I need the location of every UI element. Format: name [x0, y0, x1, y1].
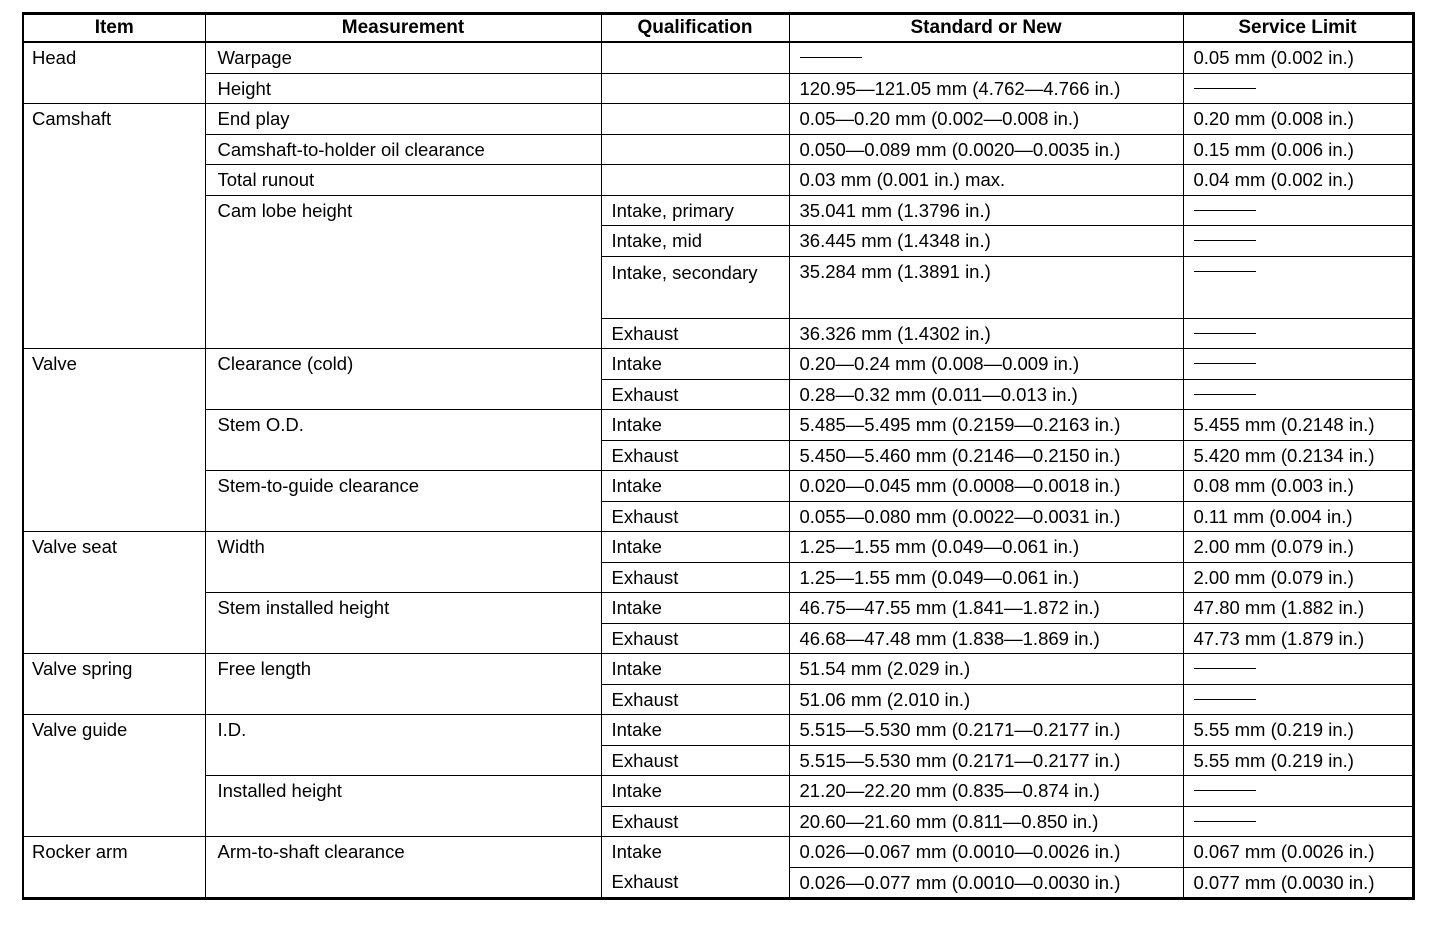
cell-measurement-text: Cam lobe height	[217, 199, 353, 221]
cell-item	[23, 42, 205, 73]
cell-measurement-text: Total runout	[217, 169, 315, 190]
cell-service-limit	[1183, 42, 1413, 73]
cell-measurement	[205, 562, 601, 593]
cell-service-limit	[1183, 776, 1413, 807]
cell-qualification	[601, 349, 789, 380]
cell-measurement	[205, 104, 601, 135]
table-row	[23, 226, 1413, 257]
table-row	[23, 654, 1413, 685]
cell-item	[23, 318, 205, 349]
cell-standard-text: 46.68—47.48 mm (1.838—1.869 in.)	[799, 627, 1100, 649]
cell-qualification	[601, 745, 789, 776]
cell-service-limit-text: 5.455 mm (0.2148 in.)	[1193, 414, 1375, 435]
cell-measurement	[205, 593, 601, 624]
cell-service-limit-text: 0.11 mm (0.004 in.)	[1193, 505, 1353, 527]
cell-item	[23, 867, 205, 899]
blank-dash	[1194, 271, 1256, 272]
cell-qualification	[601, 165, 789, 196]
cell-service-limit	[1183, 867, 1413, 899]
table-row	[23, 73, 1413, 104]
cell-item	[23, 684, 205, 715]
cell-qualification-text: Exhaust	[611, 383, 679, 405]
cell-qualification-text: Intake	[611, 536, 662, 557]
cell-item-text: Rocker arm	[32, 841, 128, 862]
cell-item-text: Valve guide	[32, 719, 128, 740]
cell-standard-text: 0.20—0.24 mm (0.008—0.009 in.)	[799, 353, 1080, 374]
cell-service-limit-text: 0.15 mm (0.006 in.)	[1193, 138, 1354, 160]
cell-qualification-text: Intake	[611, 841, 662, 862]
cell-qualification	[601, 867, 789, 899]
cell-item	[23, 256, 205, 318]
cell-service-limit-text: 0.20 mm (0.008 in.)	[1193, 108, 1354, 129]
cell-measurement-text: Installed height	[217, 780, 342, 801]
cell-standard	[789, 226, 1183, 257]
cell-measurement	[205, 73, 601, 104]
table-row	[23, 410, 1413, 441]
header-service-limit: Service Limit	[1183, 14, 1413, 43]
cell-service-limit-text: 0.067 mm (0.0026 in.)	[1193, 841, 1375, 862]
cell-measurement	[205, 654, 601, 685]
header-item: Item	[23, 14, 205, 43]
cell-standard-text: 0.055—0.080 mm (0.0022—0.0031 in.)	[799, 505, 1121, 527]
cell-standard	[789, 715, 1183, 746]
cell-service-limit-text: 47.80 mm (1.882 in.)	[1193, 597, 1365, 618]
blank-dash	[800, 57, 862, 58]
cell-service-limit	[1183, 256, 1413, 318]
cell-measurement	[205, 806, 601, 837]
cell-item-text: Valve seat	[32, 536, 118, 557]
cell-standard-text: 0.28—0.32 mm (0.011—0.013 in.)	[799, 383, 1078, 405]
cell-standard-text: 36.326 mm (1.4302 in.)	[799, 322, 991, 344]
cell-qualification	[601, 684, 789, 715]
cell-standard-text: 1.25—1.55 mm (0.049—0.061 in.)	[799, 566, 1080, 588]
cell-measurement	[205, 867, 601, 899]
cell-service-limit	[1183, 684, 1413, 715]
cell-qualification	[601, 440, 789, 471]
cell-item	[23, 654, 205, 685]
cell-qualification	[601, 837, 789, 868]
cell-standard	[789, 745, 1183, 776]
table-row	[23, 379, 1413, 410]
cell-qualification	[601, 379, 789, 410]
cell-standard	[789, 654, 1183, 685]
cell-standard	[789, 593, 1183, 624]
cell-measurement-text: Free length	[217, 658, 312, 679]
cell-standard-text: 20.60—21.60 mm (0.811—0.850 in.)	[799, 810, 1099, 832]
header-qualification: Qualification	[601, 14, 789, 43]
cell-item-text: Valve spring	[32, 658, 133, 679]
cell-measurement	[205, 410, 601, 441]
cell-service-limit-text: 0.077 mm (0.0030 in.)	[1193, 871, 1375, 893]
cell-qualification	[601, 73, 789, 104]
cell-measurement-text: End play	[217, 108, 290, 129]
cell-standard	[789, 104, 1183, 135]
blank-dash	[1194, 88, 1256, 89]
cell-standard	[789, 440, 1183, 471]
cell-service-limit	[1183, 654, 1413, 685]
cell-service-limit	[1183, 440, 1413, 471]
cell-item	[23, 410, 205, 441]
cell-service-limit	[1183, 73, 1413, 104]
cell-qualification	[601, 806, 789, 837]
cell-qualification	[601, 623, 789, 654]
cell-item	[23, 349, 205, 380]
cell-service-limit	[1183, 501, 1413, 532]
cell-standard-text: 5.450—5.460 mm (0.2146—0.2150 in.)	[799, 444, 1121, 466]
cell-service-limit	[1183, 318, 1413, 349]
cell-qualification-text: Exhaust	[611, 505, 679, 527]
cell-standard	[789, 471, 1183, 502]
cell-qualification	[601, 593, 789, 624]
cell-qualification-text: Exhaust	[611, 810, 679, 832]
table-row	[23, 195, 1413, 226]
table-row	[23, 684, 1413, 715]
cell-standard	[789, 806, 1183, 837]
table-row	[23, 806, 1413, 837]
table-row	[23, 745, 1413, 776]
cell-service-limit	[1183, 806, 1413, 837]
cell-measurement-text: Warpage	[217, 47, 292, 68]
cell-standard-text: 35.284 mm (1.3891 in.)	[799, 260, 991, 282]
table-row	[23, 165, 1413, 196]
table-row	[23, 837, 1413, 868]
cell-item	[23, 471, 205, 502]
table-row	[23, 256, 1413, 318]
cell-standard-text: 51.06 mm (2.010 in.)	[799, 688, 971, 710]
cell-qualification-text: Exhaust	[611, 444, 679, 466]
cell-qualification-text: Exhaust	[611, 871, 679, 892]
cell-qualification	[601, 532, 789, 563]
cell-standard	[789, 349, 1183, 380]
table-row	[23, 471, 1413, 502]
cell-standard	[789, 134, 1183, 165]
cell-qualification-text: Exhaust	[611, 688, 679, 710]
cell-standard-text: 5.515—5.530 mm (0.2171—0.2177 in.)	[799, 719, 1121, 740]
cell-item	[23, 440, 205, 471]
cell-measurement-text: Height	[217, 77, 271, 99]
table-row	[23, 623, 1413, 654]
cell-measurement-text: I.D.	[217, 719, 247, 740]
cell-standard-text: 0.03 mm (0.001 in.) max.	[799, 169, 1006, 190]
cell-measurement	[205, 776, 601, 807]
cell-standard-text: 36.445 mm (1.4348 in.)	[799, 230, 991, 251]
cell-measurement	[205, 837, 601, 868]
cell-measurement	[205, 715, 601, 746]
cell-item	[23, 623, 205, 654]
header-standard: Standard or New	[789, 14, 1183, 43]
table-row	[23, 134, 1413, 165]
cell-service-limit	[1183, 226, 1413, 257]
cell-measurement	[205, 318, 601, 349]
cell-standard	[789, 410, 1183, 441]
cell-qualification	[601, 195, 789, 226]
cell-item	[23, 806, 205, 837]
cell-qualification-text: Intake	[611, 414, 662, 435]
cell-service-limit	[1183, 562, 1413, 593]
blank-dash	[1194, 699, 1256, 700]
table-row	[23, 593, 1413, 624]
cell-qualification-text: Intake	[611, 658, 662, 679]
cell-service-limit	[1183, 349, 1413, 380]
blank-dash	[1194, 394, 1256, 395]
cell-item	[23, 837, 205, 868]
cell-measurement	[205, 440, 601, 471]
cell-qualification	[601, 715, 789, 746]
cell-standard	[789, 623, 1183, 654]
cell-service-limit	[1183, 623, 1413, 654]
cell-measurement	[205, 349, 601, 380]
cell-standard-text: 5.515—5.530 mm (0.2171—0.2177 in.)	[799, 749, 1121, 771]
cell-standard	[789, 867, 1183, 899]
cell-qualification	[601, 256, 789, 318]
cell-qualification-text: Intake	[611, 475, 662, 496]
specification-table	[22, 12, 1415, 900]
cell-item	[23, 562, 205, 593]
blank-dash	[1194, 668, 1256, 669]
blank-dash	[1194, 240, 1256, 241]
table-row	[23, 562, 1413, 593]
cell-qualification	[601, 410, 789, 441]
cell-qualification-text: Intake	[611, 353, 662, 374]
cell-standard-text: 0.05—0.20 mm (0.002—0.008 in.)	[799, 108, 1080, 129]
cell-item-text: Valve	[32, 353, 77, 374]
cell-qualification	[601, 562, 789, 593]
cell-service-limit-text: 5.420 mm (0.2134 in.)	[1193, 444, 1375, 466]
cell-item	[23, 776, 205, 807]
cell-measurement	[205, 379, 601, 410]
cell-item	[23, 104, 205, 135]
cell-item	[23, 715, 205, 746]
cell-qualification	[601, 501, 789, 532]
cell-standard	[789, 379, 1183, 410]
cell-measurement	[205, 165, 601, 196]
cell-service-limit-text: 2.00 mm (0.079 in.)	[1193, 536, 1354, 557]
cell-qualification-text: Exhaust	[611, 322, 679, 344]
blank-dash	[1194, 333, 1256, 334]
cell-standard	[789, 776, 1183, 807]
cell-item	[23, 501, 205, 532]
cell-qualification-text: Exhaust	[611, 627, 679, 649]
cell-service-limit	[1183, 104, 1413, 135]
table-row	[23, 349, 1413, 380]
cell-qualification	[601, 226, 789, 257]
cell-service-limit	[1183, 745, 1413, 776]
table-row	[23, 776, 1413, 807]
header-row	[23, 14, 1413, 43]
cell-standard-text: 35.041 mm (1.3796 in.)	[799, 199, 991, 221]
cell-service-limit-text: 0.05 mm (0.002 in.)	[1193, 47, 1354, 68]
blank-dash	[1194, 363, 1256, 364]
cell-measurement-text: Width	[217, 536, 265, 557]
cell-service-limit	[1183, 410, 1413, 441]
cell-standard	[789, 165, 1183, 196]
cell-qualification-text: Intake, secondary	[611, 261, 758, 283]
cell-item	[23, 73, 205, 104]
cell-measurement	[205, 623, 601, 654]
cell-service-limit-text: 5.55 mm (0.219 in.)	[1193, 749, 1354, 771]
cell-service-limit	[1183, 593, 1413, 624]
cell-item	[23, 134, 205, 165]
cell-qualification	[601, 654, 789, 685]
table-row	[23, 42, 1413, 73]
cell-standard-text: 0.026—0.067 mm (0.0010—0.0026 in.)	[799, 841, 1121, 862]
cell-qualification-text: Exhaust	[611, 749, 679, 771]
cell-measurement	[205, 134, 601, 165]
cell-standard-text: 0.050—0.089 mm (0.0020—0.0035 in.)	[799, 138, 1121, 160]
cell-standard-text: 0.020—0.045 mm (0.0008—0.0018 in.)	[799, 475, 1121, 496]
cell-measurement-text: Clearance (cold)	[217, 353, 354, 374]
cell-standard-text: 46.75—47.55 mm (1.841—1.872 in.)	[799, 597, 1100, 618]
cell-item	[23, 593, 205, 624]
blank-dash	[1194, 821, 1256, 822]
cell-service-limit	[1183, 379, 1413, 410]
cell-service-limit	[1183, 471, 1413, 502]
cell-standard-text: 120.95—121.05 mm (4.762—4.766 in.)	[799, 77, 1121, 99]
cell-qualification	[601, 776, 789, 807]
cell-measurement	[205, 195, 601, 226]
table-row	[23, 318, 1413, 349]
cell-standard	[789, 73, 1183, 104]
cell-item-text: Head	[32, 47, 77, 68]
cell-measurement	[205, 42, 601, 73]
table-row	[23, 532, 1413, 563]
cell-qualification-text: Intake	[611, 597, 662, 618]
blank-dash	[1194, 210, 1256, 211]
table-row	[23, 104, 1413, 135]
cell-standard	[789, 532, 1183, 563]
cell-service-limit	[1183, 532, 1413, 563]
cell-service-limit-text: 0.08 mm (0.003 in.)	[1193, 475, 1354, 496]
cell-measurement-text: Arm-to-shaft clearance	[217, 841, 405, 862]
cell-standard-text: 0.026—0.077 mm (0.0010—0.0030 in.)	[799, 871, 1121, 893]
table-row	[23, 501, 1413, 532]
cell-qualification	[601, 104, 789, 135]
cell-standard	[789, 256, 1183, 318]
cell-item	[23, 165, 205, 196]
cell-service-limit-text: 47.73 mm (1.879 in.)	[1193, 627, 1365, 649]
cell-measurement-text: Stem-to-guide clearance	[217, 475, 420, 496]
cell-item	[23, 379, 205, 410]
cell-measurement	[205, 471, 601, 502]
cell-service-limit	[1183, 837, 1413, 868]
cell-item	[23, 532, 205, 563]
cell-qualification-text: Intake	[611, 780, 662, 801]
cell-qualification	[601, 318, 789, 349]
cell-item-text: Camshaft	[32, 108, 112, 129]
cell-item	[23, 226, 205, 257]
cell-measurement	[205, 745, 601, 776]
cell-item	[23, 195, 205, 226]
cell-standard	[789, 318, 1183, 349]
cell-standard	[789, 837, 1183, 868]
cell-qualification-text: Intake, mid	[611, 230, 702, 251]
table-row	[23, 440, 1413, 471]
cell-measurement	[205, 532, 601, 563]
cell-standard	[789, 42, 1183, 73]
table-row	[23, 867, 1413, 899]
cell-measurement	[205, 501, 601, 532]
cell-standard	[789, 684, 1183, 715]
cell-service-limit-text: 0.04 mm (0.002 in.)	[1193, 169, 1354, 190]
cell-measurement	[205, 256, 601, 318]
cell-standard	[789, 195, 1183, 226]
cell-measurement-text: Camshaft-to-holder oil clearance	[217, 138, 485, 160]
cell-service-limit	[1183, 165, 1413, 196]
cell-qualification	[601, 42, 789, 73]
cell-qualification-text: Intake, primary	[611, 199, 734, 221]
cell-standard	[789, 501, 1183, 532]
cell-service-limit-text: 2.00 mm (0.079 in.)	[1193, 566, 1354, 588]
cell-qualification-text: Intake	[611, 719, 662, 740]
cell-qualification	[601, 134, 789, 165]
cell-standard-text: 51.54 mm (2.029 in.)	[799, 658, 971, 679]
cell-service-limit	[1183, 134, 1413, 165]
table-body	[23, 42, 1413, 899]
cell-qualification	[601, 471, 789, 502]
cell-measurement	[205, 684, 601, 715]
blank-dash	[1194, 790, 1256, 791]
cell-service-limit	[1183, 715, 1413, 746]
cell-measurement-text: Stem installed height	[217, 597, 390, 618]
cell-measurement-text: Stem O.D.	[217, 414, 304, 435]
cell-standard	[789, 562, 1183, 593]
cell-item	[23, 745, 205, 776]
table-row	[23, 715, 1413, 746]
cell-standard-text: 5.485—5.495 mm (0.2159—0.2163 in.)	[799, 414, 1121, 435]
cell-standard-text: 21.20—22.20 mm (0.835—0.874 in.)	[799, 780, 1100, 801]
cell-qualification-text: Exhaust	[611, 566, 679, 588]
cell-service-limit	[1183, 195, 1413, 226]
header-measurement: Measurement	[205, 14, 601, 43]
cell-standard-text: 1.25—1.55 mm (0.049—0.061 in.)	[799, 536, 1080, 557]
cell-service-limit-text: 5.55 mm (0.219 in.)	[1193, 719, 1354, 740]
cell-measurement	[205, 226, 601, 257]
